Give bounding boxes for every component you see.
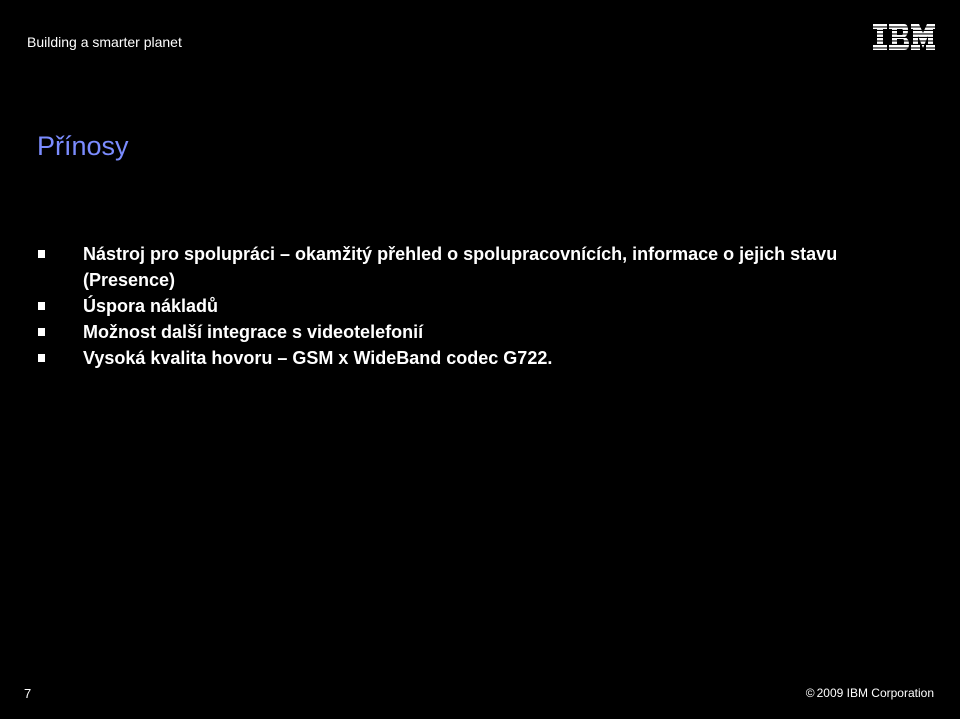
square-bullet-icon bbox=[38, 328, 45, 336]
bullet-text: Vysoká kvalita hovoru – GSM x WideBand codec G722. bbox=[83, 348, 553, 368]
ibm-logo bbox=[873, 24, 935, 50]
bullet-item bbox=[0, 345, 863, 371]
bullet-item bbox=[0, 241, 863, 293]
square-bullet-icon bbox=[38, 354, 45, 362]
bullet-text: Možnost další integrace s videotelefonií bbox=[83, 322, 424, 342]
header-tagline: Building a smarter planet bbox=[27, 34, 182, 50]
bullet-text: Úspora nákladů bbox=[83, 296, 219, 316]
bullet-list bbox=[0, 241, 960, 371]
copyright-notice bbox=[806, 686, 934, 700]
bullet-item bbox=[0, 293, 863, 319]
copyright-text: 2009 IBM Corporation bbox=[816, 686, 934, 700]
square-bullet-icon bbox=[38, 250, 45, 258]
bullet-text: Nástroj pro spolupráci – okamžitý přehled o spolupracovnících, informace o jejich stavu (Presence) bbox=[83, 244, 838, 290]
page-number: 7 bbox=[24, 686, 32, 701]
slide-title: Přínosy bbox=[37, 131, 129, 161]
bullet-item bbox=[0, 319, 863, 345]
square-bullet-icon bbox=[38, 302, 45, 310]
copyright-icon: © bbox=[805, 686, 815, 700]
